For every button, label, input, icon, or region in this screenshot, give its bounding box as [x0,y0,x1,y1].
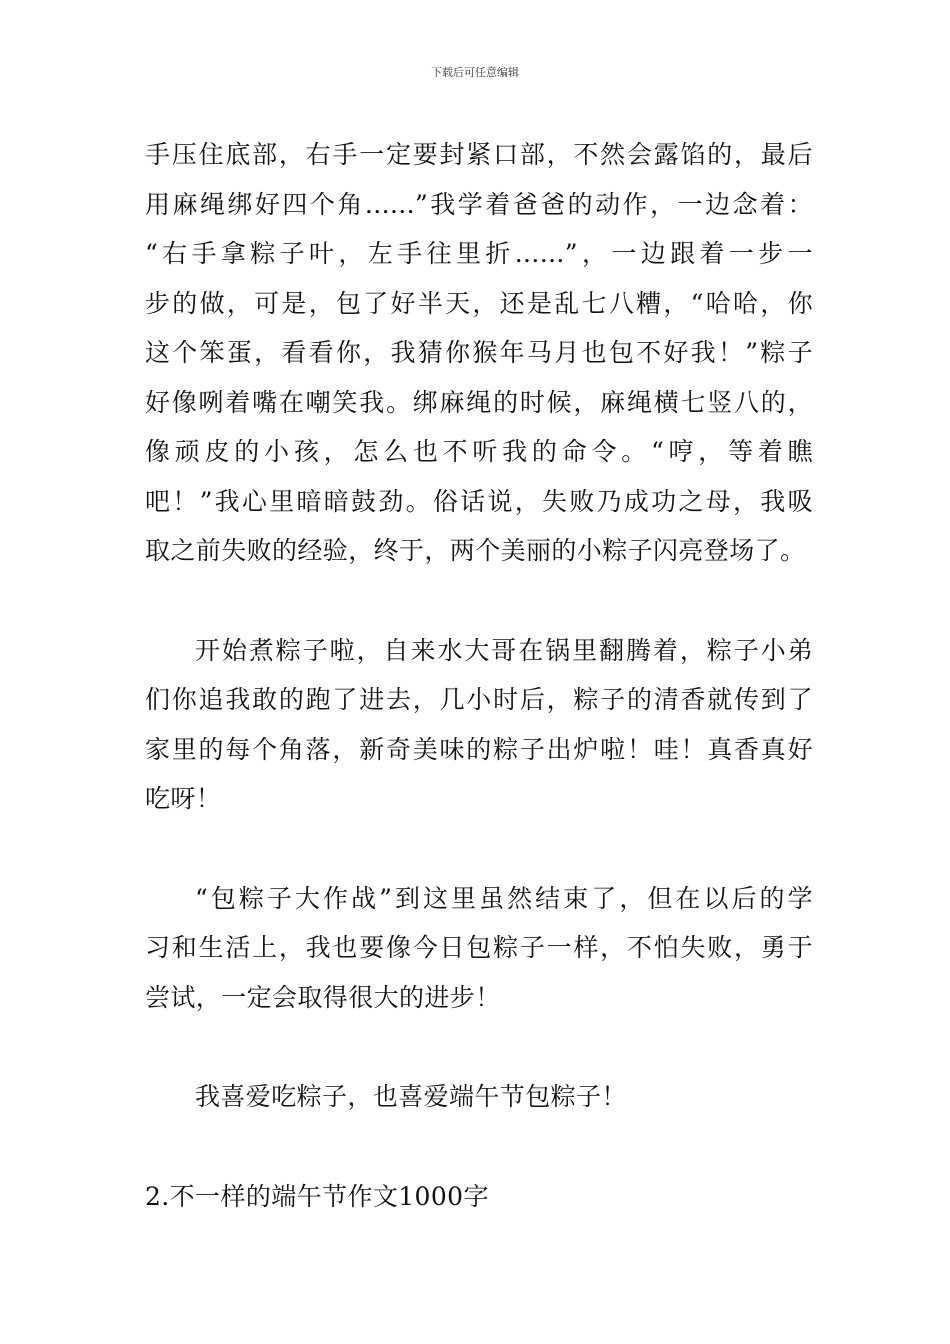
paragraph [145,130,813,576]
paragraph-gap [145,824,813,874]
section-title: 2.不一样的端午节作文1000字 [145,1181,489,1211]
document-body [145,130,813,1221]
page-header: 下载后可任意编辑 [431,66,519,79]
text-line: 吃呀！ [145,784,222,813]
text-line: 手压住底部，右手一定要封紧口部，不然会露馅的，最后 [145,140,813,169]
text-line: 像顽皮的小孩，怎么也不听我的命令。“哼，等着瞧 [145,437,813,466]
paragraph-gap [145,1122,813,1172]
paragraph [145,874,813,1023]
text-line: “包粽子大作战”到这里虽然结束了，但在以后的学 [195,883,813,913]
paragraph [145,1072,813,1122]
paragraph-gap [145,1022,813,1072]
text-line: 习和生活上，我也要像今日包粽子一样，不怕失败，勇于 [145,933,813,962]
text-line: 们你追我敢的跑了进去，几小时后，粽子的清香就传到了 [145,685,813,714]
text-line: 吧！”我心里暗暗鼓劲。俗话说，失败乃成功之母，我吸 [145,486,813,516]
text-line: 取之前失败的经验，终于，两个美丽的小粽子闪亮登场了。 [145,536,806,565]
section-heading [145,1172,813,1222]
text-line: 用麻绳绑好四个角......”我学着爸爸的动作，一边念着： [145,189,813,219]
text-line: 尝试，一定会取得很大的进步！ [145,982,501,1012]
text-line: 家里的每个角落，新奇美味的粽子出炉啦！哇！真香真好 [145,734,813,764]
text-line: 步的做，可是，包了好半天，还是乱七八糟，“哈哈，你 [145,288,813,318]
text-line: “右手拿粽子叶，左手往里折......”，一边跟着一步一 [145,239,813,268]
paragraph-gap [145,576,813,626]
text-line: 我喜爱吃粽子，也喜爱端午节包粽子！ [195,1082,627,1111]
text-line: 开始煮粽子啦，自来水大哥在锅里翻腾着，粽子小弟 [195,635,813,665]
text-line: 好像咧着嘴在嘲笑我。绑麻绳的时候，麻绳横七竖八的， [145,387,813,417]
paragraph [145,626,813,824]
text-line: 这个笨蛋，看看你，我猜你猴年马月也包不好我！”粽子 [145,338,813,367]
